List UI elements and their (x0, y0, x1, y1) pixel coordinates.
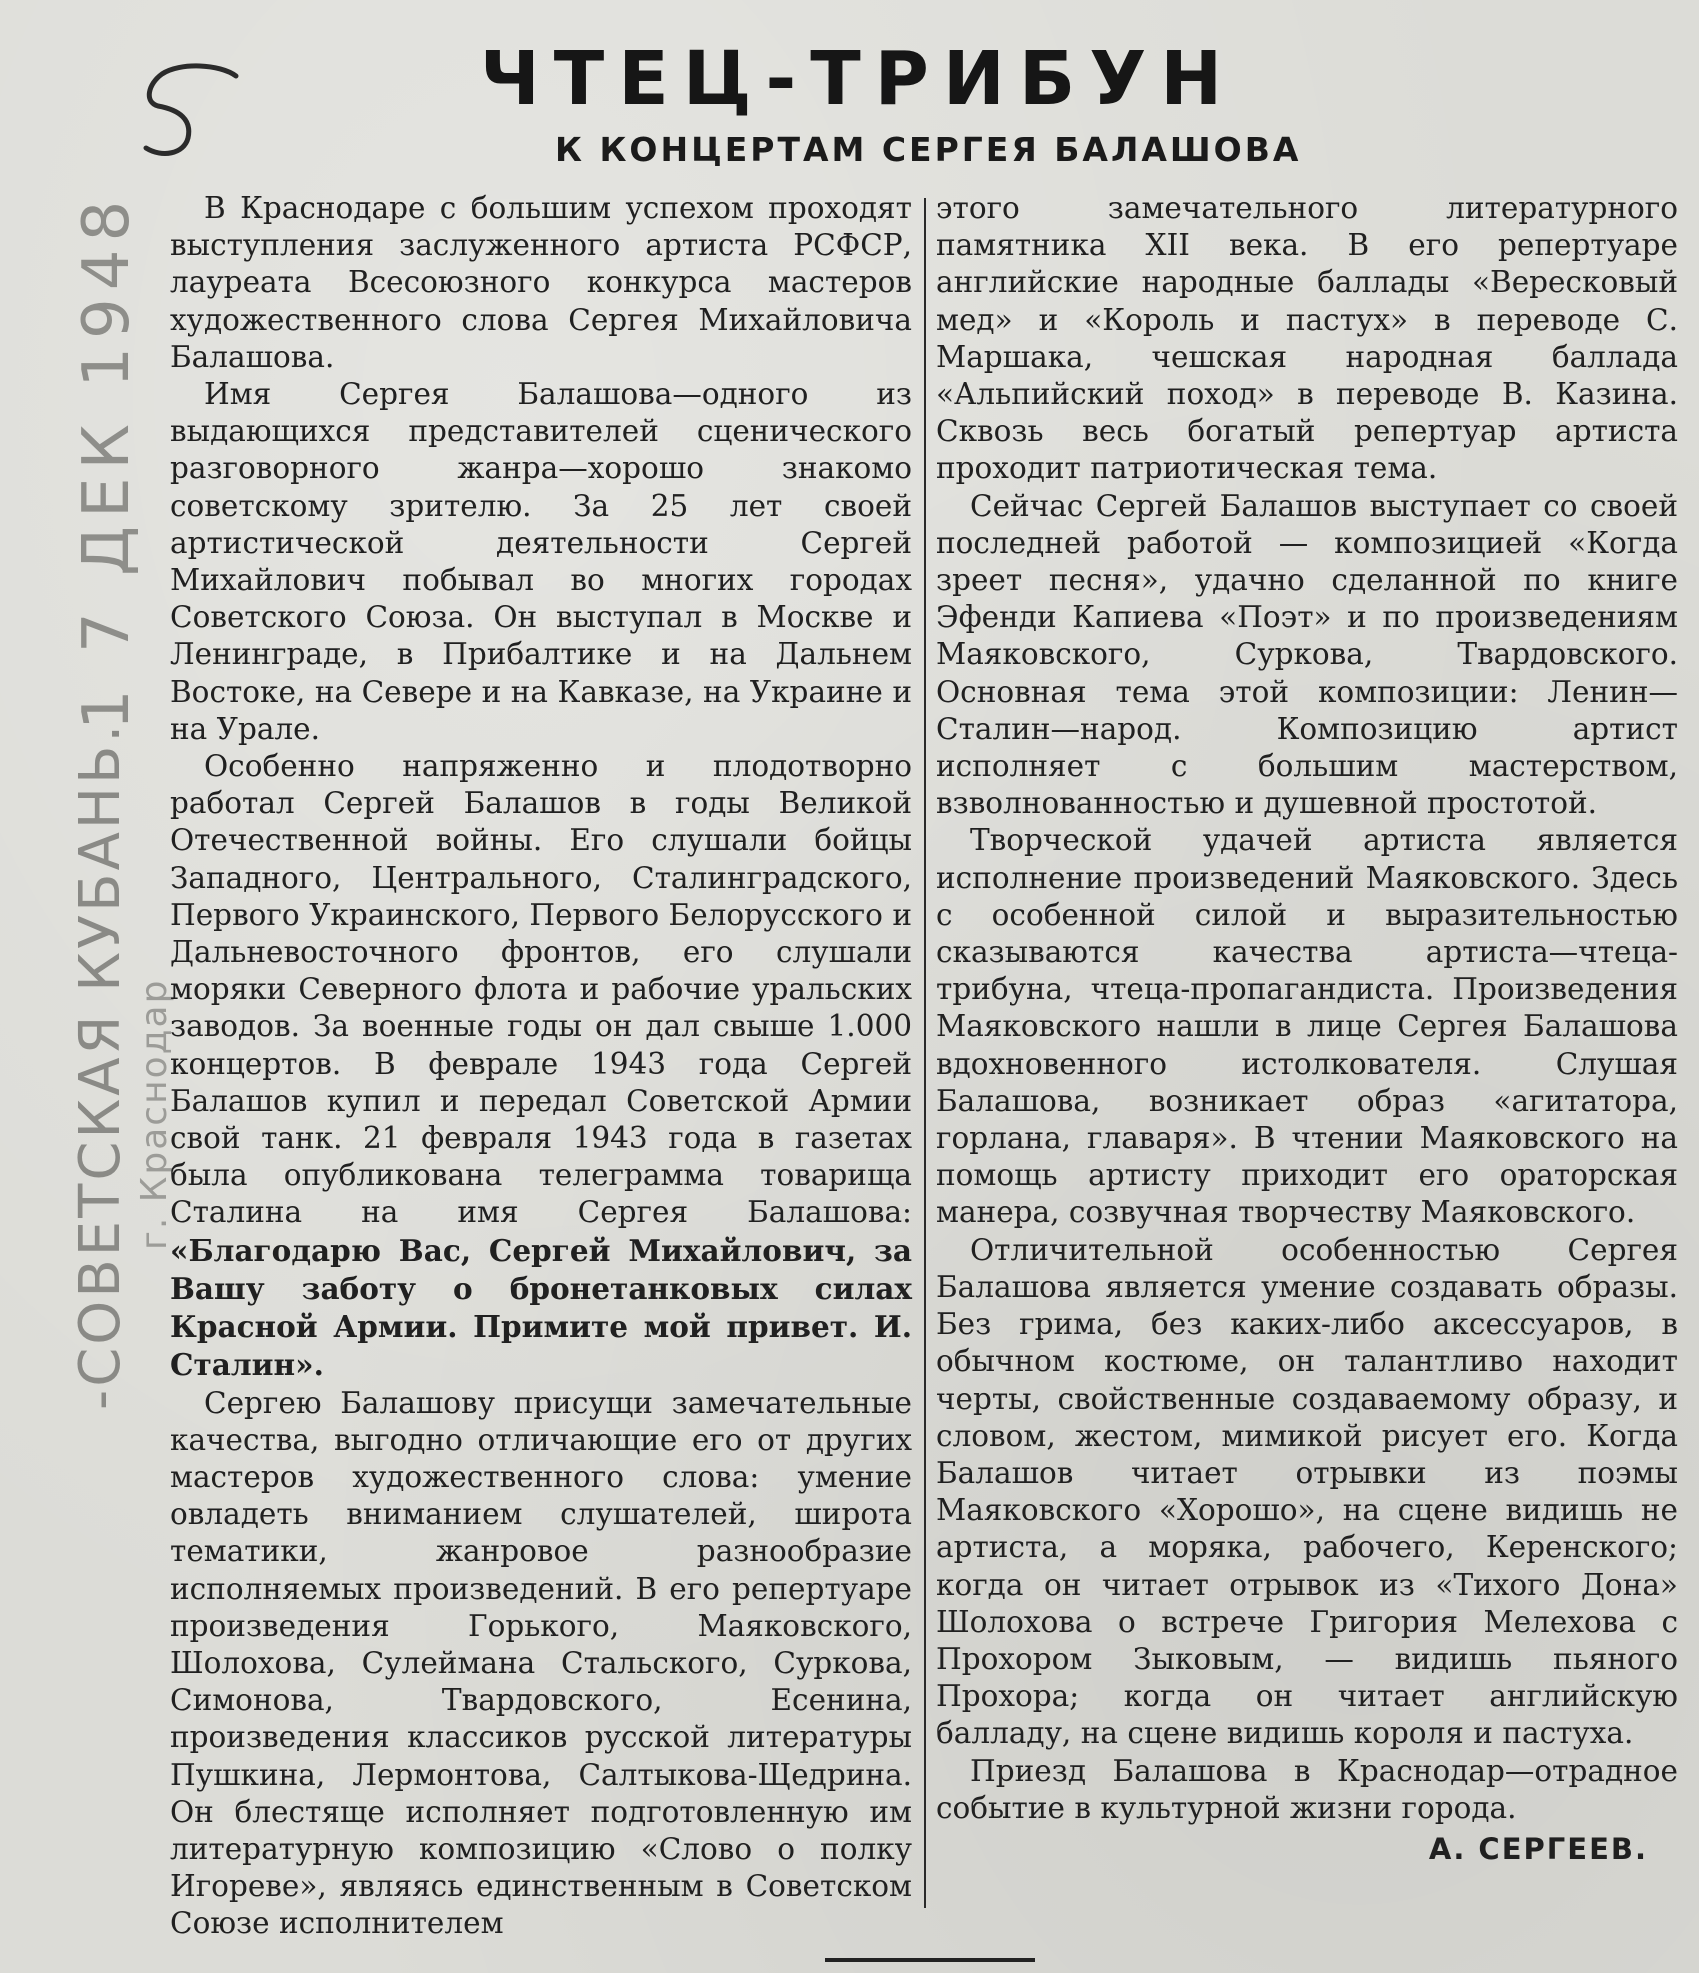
paragraph-text: Особенно напряженно и плодотворно работал Сергей Балашов в годы Великой Отечественной войны. Его слушали бойцы Западного, Центрального, Сталинградского, Первого Украинского, Первого Белорусского и Дальневосточного фронтов, его слушали моряки Северного флота и рабочие уральских заводов. За военные годы он дал свыше 1.000 концертов. В феврале 1943 года Сергей Балашов купил и передал Советской Армии свой танк. 21 февраля 1943 года в газетах была опубликована телеграмма товарища Сталина на имя Сергея Балашова: (170, 749, 912, 1230)
article-subtitle: К КОНЦЕРТАМ СЕРГЕЯ БАЛАШОВА (555, 130, 1302, 169)
paragraph: Творческой удачей артиста является исполнение произведений Маяковского. Здесь с особенной силой и выразительностью сказываются качества артиста—чтеца-трибуна, чтеца-пропагандиста. Произведения Маяковского нашли в лице Сергея Балашова вдохновенного истолкователя. Слушая Балашова, возникает образ «агитатора, горлана, главаря». В чтении Маяковского на помощь артисту приходит его ораторская манера, созвучная творчеству Маяковского. (936, 823, 1678, 1230)
article-column-right (936, 190, 1678, 1868)
column-divider (924, 198, 926, 1908)
paragraph: В Краснодаре с большим успехом проходят выступления заслуженного артиста РСФСР, лауреата Всесоюзного конкурса мастеров художественного слова Сергея Михайловича Балашова. (170, 191, 912, 374)
article-title: ЧТЕЦ-ТРИБУН (480, 36, 1237, 122)
paragraph: этого замечательного литературного памятника XII века. В его репертуаре английские народные баллады «Вересковый мед» и «Король и пастух» в переводе С. Маршака, чешская народная баллада «Альпийский поход» в переводе В. Казина. Сквозь весь богатый репертуар артиста проходит патриотическая тема. (936, 191, 1678, 486)
city-stamp: г. Краснодар (134, 978, 175, 1250)
paragraph: Приезд Балашова в Краснодар—отрадное событие в культурной жизни города. (936, 1753, 1678, 1825)
bottom-rule (825, 1958, 1035, 1962)
paragraph: Сейчас Сергей Балашов выступает со своей последней работой — композицией «Когда зреет песня», удачно сделанной по книге Эфенди Капиева «Поэт» и по произведениям Маяковского, Суркова, Твардовского. Основная тема этой композиции: Ленин—Сталин—народ. Композицию артист исполняет с большим мастерством, взволнованностью и душевной простотой. (936, 488, 1678, 821)
stalin-telegram-quote: «Благодарю Вас, Сергей Михайлович, за Вашу заботу о бронетанковых силах Красной Армии. Примите мой привет. И. Сталин». (170, 1232, 912, 1383)
handwritten-mark (140, 62, 250, 162)
paragraph: Отличительной особенностью Сергея Балашова является умение создавать образы. Без грима, без каких-либо аксессуаров, в обычном костюме, он талантливо находит черты, свойственные создаваемому образу, и словом, жестом, мимикой рисует его. Когда Балашов читает отрывки из поэмы Маяковского «Хорошо», на сцене видишь не артиста, а моряка, рабочего, Керенского; когда он читает отрывок из «Тихого Дона» Шолохова о встрече Григория Мелехова с Прохором Зыковым, — видишь пьяного Прохора; когда он читает английскую балладу, на сцене видишь короля и пастуха. (936, 1232, 1678, 1751)
paragraph (170, 748, 912, 1384)
author-signature: А. СЕРГЕЕВ. (1428, 1831, 1648, 1866)
date-stamp: 1 7 ДЕК 1948 (70, 192, 144, 730)
paragraph: Сергею Балашову присущи замечательные качества, выгодно отличающие его от других мастеров художественного слова: умение овладеть вниманием слушателей, широта тематики, жанровое разнообразие исполняемых произведений. В его репертуаре произведения Горького, Маяковского, Шолохова, Сулеймана Стальского, Суркова, Симонова, Твардовского, Есенина, произведения классиков русской литературы Пушкина, Лермонтова, Салтыкова-Щедрина. Он блестяще исполняет подготовленную им литературную композицию «Слово о полку Игореве», являясь единственным в Советском Союзе исполнителем (170, 1385, 912, 1941)
article-column-left (170, 190, 912, 1943)
paragraph: Имя Сергея Балашова—одного из выдающихся представителей сценического разговорного жанра—хорошо знакомо советскому зрителю. За 25 лет своей артистической деятельности Сергей Михайлович побывал во многих городах Советского Союза. Он выступал в Москве и Ленинграде, в Прибалтике и на Дальнем Востоке, на Севере и на Кавказе, на Украине и на Урале. (170, 377, 912, 746)
source-stamp: -СОВЕТСКАЯ КУБАНЬ. (68, 721, 133, 1410)
